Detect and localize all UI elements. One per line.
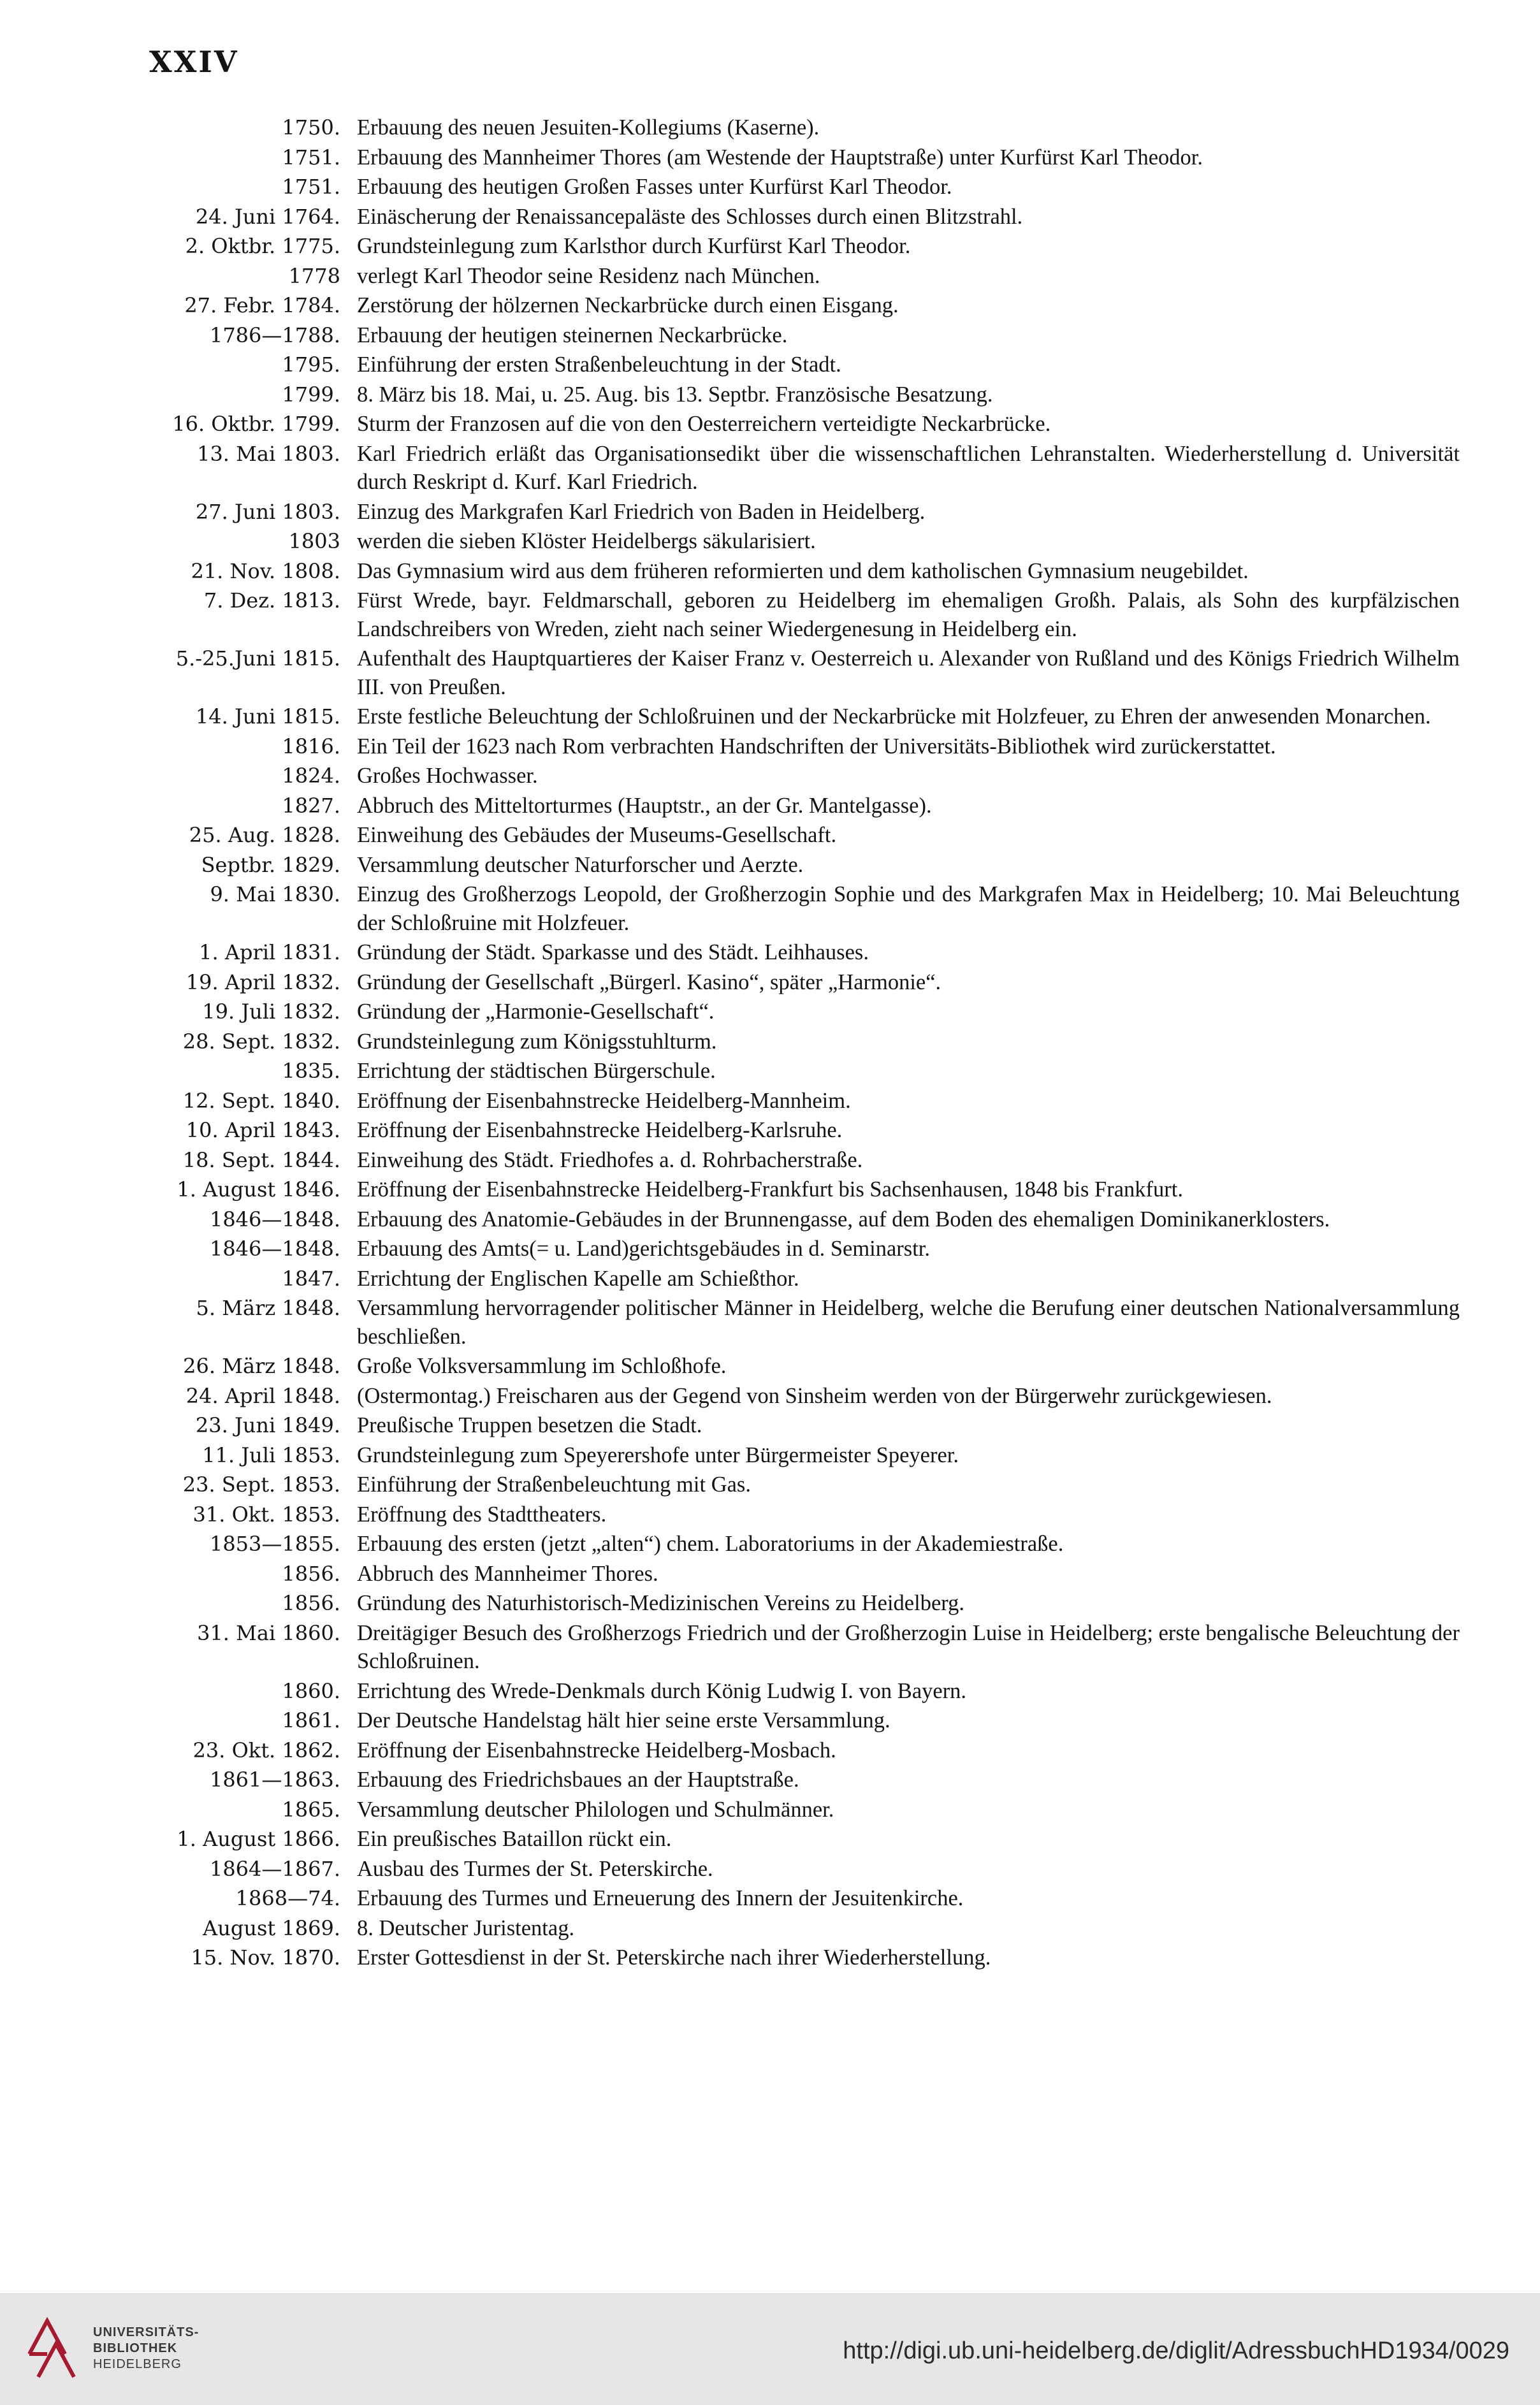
chronology-entry [127, 410, 1460, 439]
chronology-entry [127, 1205, 1460, 1234]
entry-text: Einzug des Markgrafen Karl Friedrich von Baden in Heidelberg. [357, 499, 926, 524]
chronology-entry [127, 1352, 1460, 1381]
chronology-entry [127, 351, 1460, 379]
chronology-entry [127, 998, 1460, 1026]
chronology-entry [127, 732, 1460, 761]
chronology-entry [127, 1855, 1460, 1884]
entry-text: Erbauung des heutigen Großen Fasses unter Kurfürst Karl Theodor. [357, 175, 952, 199]
entry-text: Erbauung der heutigen steinernen Neckarbrücke. [357, 323, 788, 347]
entry-text: Gründung der Städt. Sparkasse und des Städt. Leihhauses. [357, 940, 869, 964]
chronology-entry [127, 702, 1460, 731]
entry-date: 1799. [282, 382, 340, 407]
chronology-entry [127, 821, 1460, 850]
entry-text: Eröffnung der Eisenbahnstrecke Heidelberg-Mosbach. [357, 1738, 836, 1762]
chronology-entry [127, 143, 1460, 172]
chronology-entry [127, 113, 1460, 142]
entry-text: Errichtung der Englischen Kapelle am Schießthor. [357, 1266, 799, 1291]
entry-date: 1865. [282, 1797, 340, 1822]
entry-text: Einweihung des Gebäudes der Museums-Gesellschaft. [357, 823, 837, 847]
entry-date: 19. Juli 1832. [202, 999, 340, 1024]
entry-date: 1846—1848. [209, 1207, 340, 1232]
entry-text: Zerstörung der hölzernen Neckarbrücke durch einen Eisgang. [357, 293, 899, 317]
chronology-entry [127, 321, 1460, 350]
entry-date: 7. Dez. 1813. [203, 588, 340, 613]
entry-date: 1. April 1831. [199, 940, 340, 964]
chronology-entry [127, 1796, 1460, 1824]
entry-text: Einweihung des Städt. Friedhofes a. d. Rohrbacherstraße. [357, 1147, 863, 1172]
source-url-link[interactable]: http://digi.ub.uni-heidelberg.de/diglit/AdressbuchHD1934/0029 [843, 2337, 1509, 2364]
entry-date: 5.-25.Juni 1815. [175, 646, 340, 671]
entry-date: 1751. [282, 175, 340, 199]
entry-text: Dreitägiger Besuch des Großherzogs Friedrich und der Großherzogin Luise in Heidelberg; erste bengalische Beleuchtung der Schloßruinen. [357, 1620, 1460, 1673]
entry-date: 1868—74. [235, 1886, 340, 1910]
chronology-entry [127, 527, 1460, 556]
chronology-entry [127, 851, 1460, 880]
entry-text: Versammlung deutscher Philologen und Schulmänner. [357, 1797, 834, 1822]
entry-text: Versammlung deutscher Naturforscher und Aerzte. [357, 852, 804, 877]
entry-date: 1786—1788. [209, 323, 340, 347]
entry-text: Gründung des Naturhistorisch-Medizinischen Vereins zu Heidelberg. [357, 1591, 964, 1615]
chronology-entry [127, 1028, 1460, 1056]
entry-text: Erbauung des neuen Jesuiten-Kollegiums (Kaserne). [357, 115, 820, 140]
entry-date: 1853—1855. [209, 1532, 340, 1556]
entry-text: Große Volksversammlung im Schloßhofe. [357, 1354, 727, 1378]
chronology-list [127, 113, 1460, 1973]
chronology-entry [127, 1116, 1460, 1145]
entry-text: Einführung der ersten Straßenbeleuchtung in der Stadt. [357, 352, 841, 377]
chronology-entry [127, 1884, 1460, 1913]
entry-date: 9. Mai 1830. [210, 882, 340, 906]
library-name-line: UNIVERSITÄTS- [93, 2325, 200, 2339]
chronology-entry [127, 1677, 1460, 1706]
chronology-entry [127, 1530, 1460, 1559]
chronology-entry [127, 1294, 1460, 1351]
entry-text: Erbauung des Turmes und Erneuerung des Innern der Jesuitenkirche. [357, 1886, 964, 1910]
chronology-entry [127, 1589, 1460, 1618]
entry-date: 1864—1867. [209, 1856, 340, 1881]
entry-text: Erbauung des Mannheimer Thores (am Westende der Hauptstraße) unter Kurfürst Karl Theodor. [357, 145, 1203, 170]
chronology-entry [127, 1265, 1460, 1293]
entry-date: 1750. [282, 115, 340, 140]
chronology-entry [127, 1500, 1460, 1529]
entry-text: Eröffnung des Stadttheaters. [357, 1502, 607, 1527]
entry-date: 2. Oktbr. 1775. [185, 234, 340, 258]
entry-text: Grundsteinlegung zum Karlsthor durch Kurfürst Karl Theodor. [357, 234, 911, 258]
entry-date: 1856. [282, 1591, 340, 1615]
entry-text: Ausbau des Turmes der St. Peterskirche. [357, 1856, 713, 1881]
library-name-line: HEIDELBERG [93, 2357, 182, 2371]
entry-text: werden die sieben Klöster Heidelbergs säkularisiert. [357, 529, 816, 553]
entry-text: Grundsteinlegung zum Königsstuhlturm. [357, 1029, 717, 1054]
chronology-entry [127, 1736, 1460, 1765]
entry-text: Erbauung des ersten (jetzt „alten“) chem. Laboratoriums in der Akademiestraße. [357, 1532, 1064, 1556]
entry-text: Erbauung des Friedrichsbaues an der Hauptstraße. [357, 1768, 799, 1792]
entry-text: Gründung der „Harmonie-Gesellschaft“. [357, 999, 715, 1024]
entry-text: Sturm der Franzosen auf die von den Oesterreichern verteidigte Neckarbrücke. [357, 412, 1051, 436]
entry-text: Einäscherung der Renaissancepaläste des Schlosses durch einen Blitzstrahl. [357, 204, 1023, 229]
entry-text: Erbauung des Anatomie-Gebäudes in der Brunnengasse, auf dem Boden des ehemaligen Dominikanerklosters. [357, 1207, 1330, 1232]
entry-date: 24. Juni 1764. [195, 204, 340, 229]
chronology-entry [127, 1766, 1460, 1794]
chronology-entry [127, 1146, 1460, 1175]
chronology-entry [127, 938, 1460, 967]
entry-date: 16. Oktbr. 1799. [172, 412, 340, 436]
chronology-entry [127, 1706, 1460, 1735]
entry-date: 1861. [282, 1708, 340, 1733]
entry-date: 1846—1848. [209, 1237, 340, 1261]
entry-date: 28. Sept. 1832. [182, 1029, 340, 1054]
entry-text: 8. März bis 18. Mai, u. 25. Aug. bis 13. Septbr. Französische Besatzung. [357, 382, 993, 407]
entry-date: 1751. [282, 145, 340, 170]
entry-date: 27. Juni 1803. [195, 499, 340, 524]
entry-date: Septbr. 1829. [201, 852, 340, 877]
entry-text: Einführung der Straßenbeleuchtung mit Gas. [357, 1472, 751, 1497]
entry-date: 10. April 1843. [185, 1118, 340, 1142]
entry-text: Ein preußisches Bataillon rückt ein. [357, 1827, 672, 1851]
chronology-entry [127, 262, 1460, 291]
entry-date: 14. Juni 1815. [195, 704, 340, 729]
chronology-entry [127, 1825, 1460, 1854]
entry-date: 19. April 1832. [185, 970, 340, 994]
entry-date: 1861—1863. [209, 1768, 340, 1792]
entry-date: 25. Aug. 1828. [189, 823, 340, 847]
entry-date: 23. Okt. 1862. [192, 1738, 340, 1762]
chronology-entry [127, 440, 1460, 497]
entry-date: 1824. [282, 764, 340, 788]
chronology-entry [127, 792, 1460, 820]
entry-text: Ein Teil der 1623 nach Rom verbrachten Handschriften der Universitäts-Bibliothek wird zurückerstattet. [357, 734, 1276, 759]
chronology-entry [127, 1087, 1460, 1115]
entry-date: 12. Sept. 1840. [182, 1088, 340, 1113]
entry-date: August 1869. [203, 1915, 340, 1940]
chronology-entry [127, 203, 1460, 231]
chronology-entry [127, 232, 1460, 261]
entry-text: Erste festliche Beleuchtung der Schloßruinen und der Neckarbrücke mit Holzfeuer, zu Ehren der anwesenden Monarchen. [357, 704, 1431, 729]
chronology-entry [127, 1411, 1460, 1440]
entry-text: Abbruch des Mannheimer Thores. [357, 1561, 658, 1586]
library-name-line: BIBLIOTHEK [93, 2341, 178, 2355]
entry-date: 31. Mai 1860. [197, 1620, 340, 1645]
library-logo-icon[interactable] [24, 2316, 79, 2382]
chronology-entry [127, 1382, 1460, 1411]
entry-text: Das Gymnasium wird aus dem früheren reformierten und dem katholischen Gymnasium neugebildet. [357, 558, 1249, 583]
entry-date: 21. Nov. 1808. [191, 558, 340, 583]
entry-text: Abbruch des Mitteltorturmes (Hauptstr., an der Gr. Mantelgasse). [357, 793, 932, 818]
entry-text: Eröffnung der Eisenbahnstrecke Heidelberg-Karlsruhe. [357, 1118, 843, 1142]
chronology-entry [127, 381, 1460, 409]
entry-text: Einzug des Großherzogs Leopold, der Großherzogin Sophie und des Markgrafen Max in Heidelberg; 10. Mai Beleuchtung der Schloßruine mit Holzfeuer. [357, 882, 1460, 935]
chronology-entry [127, 1560, 1460, 1588]
entry-text: Großes Hochwasser. [357, 764, 538, 788]
entry-text: Grundsteinlegung zum Speyerershofe unter Bürgermeister Speyerer. [357, 1442, 959, 1467]
chronology-entry [127, 586, 1460, 643]
chronology-entry [127, 880, 1460, 937]
chronology-entry [127, 173, 1460, 201]
entry-date: 1860. [282, 1678, 340, 1703]
entry-date: 15. Nov. 1870. [191, 1945, 340, 1970]
entry-date: 1827. [282, 793, 340, 818]
entry-text: 8. Deutscher Juristentag. [357, 1915, 575, 1940]
chronology-entry [127, 1441, 1460, 1470]
entry-date: 23. Juni 1849. [195, 1413, 340, 1437]
chronology-entry [127, 1944, 1460, 1972]
chronology-entry [127, 1235, 1460, 1263]
entry-text: Eröffnung der Eisenbahnstrecke Heidelberg-Mannheim. [357, 1088, 851, 1113]
entry-date: 23. Sept. 1853. [182, 1472, 340, 1497]
entry-date: 24. April 1848. [185, 1383, 340, 1408]
entry-date: 5. März 1848. [196, 1296, 340, 1320]
chronology-entry [127, 1914, 1460, 1943]
entry-date: 11. Juli 1853. [202, 1442, 340, 1467]
chronology-entry [127, 1175, 1460, 1204]
entry-text: (Ostermontag.) Freischaren aus der Gegend von Sinsheim werden von der Bürgerwehr zurückgewiesen. [357, 1383, 1272, 1408]
entry-text: Eröffnung der Eisenbahnstrecke Heidelberg-Frankfurt bis Sachsenhausen, 1848 bis Frankfurt. [357, 1177, 1183, 1202]
entry-date: 1835. [282, 1059, 340, 1083]
entry-date: 1856. [282, 1561, 340, 1586]
entry-date: 1. August 1846. [177, 1177, 340, 1202]
chronology-entry [127, 762, 1460, 790]
entry-text: Karl Friedrich erläßt das Organisationsedikt über die wissenschaftlichen Lehranstalten. Wiederherstellung d. Universität durch Reskript d. Kurf. Karl Friedrich. [357, 441, 1460, 494]
entry-text: Fürst Wrede, bayr. Feldmarschall, geboren zu Heidelberg im ehemaligen Großh. Palais, als Sohn des kurpfälzischen Landschreibers von Wreden, zieht nach seiner Wiedergenesung in Heidelberg ein. [357, 588, 1460, 641]
chronology-entry [127, 1471, 1460, 1499]
footer-bar [0, 2293, 1540, 2405]
chronology-entry [127, 291, 1460, 320]
entry-date: 1778 [288, 263, 340, 288]
page-number: XXIV [149, 45, 239, 79]
chronology-entry [127, 498, 1460, 527]
entry-text: Preußische Truppen besetzen die Stadt. [357, 1413, 702, 1437]
entry-date: 31. Okt. 1853. [192, 1502, 340, 1527]
entry-date: 1803 [288, 529, 340, 553]
chronology-entry [127, 644, 1460, 701]
entry-text: Erster Gottesdienst in der St. Peterskirche nach ihrer Wiederherstellung. [357, 1945, 991, 1970]
chronology-entry [127, 1619, 1460, 1676]
library-name [93, 2325, 199, 2372]
entry-date: 1847. [282, 1266, 340, 1291]
entry-text: Gründung der Gesellschaft „Bürgerl. Kasino“, später „Harmonie“. [357, 970, 941, 994]
entry-date: 26. März 1848. [183, 1354, 340, 1378]
chronology-entry [127, 968, 1460, 997]
chronology-entry [127, 1057, 1460, 1086]
entry-date: 13. Mai 1803. [197, 441, 340, 466]
entry-text: Versammlung hervorragender politischer Männer in Heidelberg, welche die Berufung einer deutschen Nationalversammlung beschließen. [357, 1296, 1460, 1349]
entry-text: Aufenthalt des Hauptquartieres der Kaiser Franz v. Oesterreich u. Alexander von Rußland und des Königs Friedrich Wilhelm III. von Preußen. [357, 646, 1460, 699]
entry-text: Erbauung des Amts(= u. Land)gerichtsgebäudes in d. Seminarstr. [357, 1237, 931, 1261]
entry-date: 27. Febr. 1784. [184, 293, 340, 317]
entry-date: 1795. [282, 352, 340, 377]
entry-text: verlegt Karl Theodor seine Residenz nach München. [357, 263, 820, 288]
entry-text: Errichtung der städtischen Bürgerschule. [357, 1059, 716, 1083]
entry-date: 18. Sept. 1844. [182, 1147, 340, 1172]
chronology-entry [127, 557, 1460, 586]
entry-text: Errichtung des Wrede-Denkmals durch König Ludwig I. von Bayern. [357, 1678, 967, 1703]
entry-date: 1. August 1866. [177, 1827, 340, 1851]
entry-date: 1816. [282, 734, 340, 759]
entry-text: Der Deutsche Handelstag hält hier seine erste Versammlung. [357, 1708, 890, 1733]
